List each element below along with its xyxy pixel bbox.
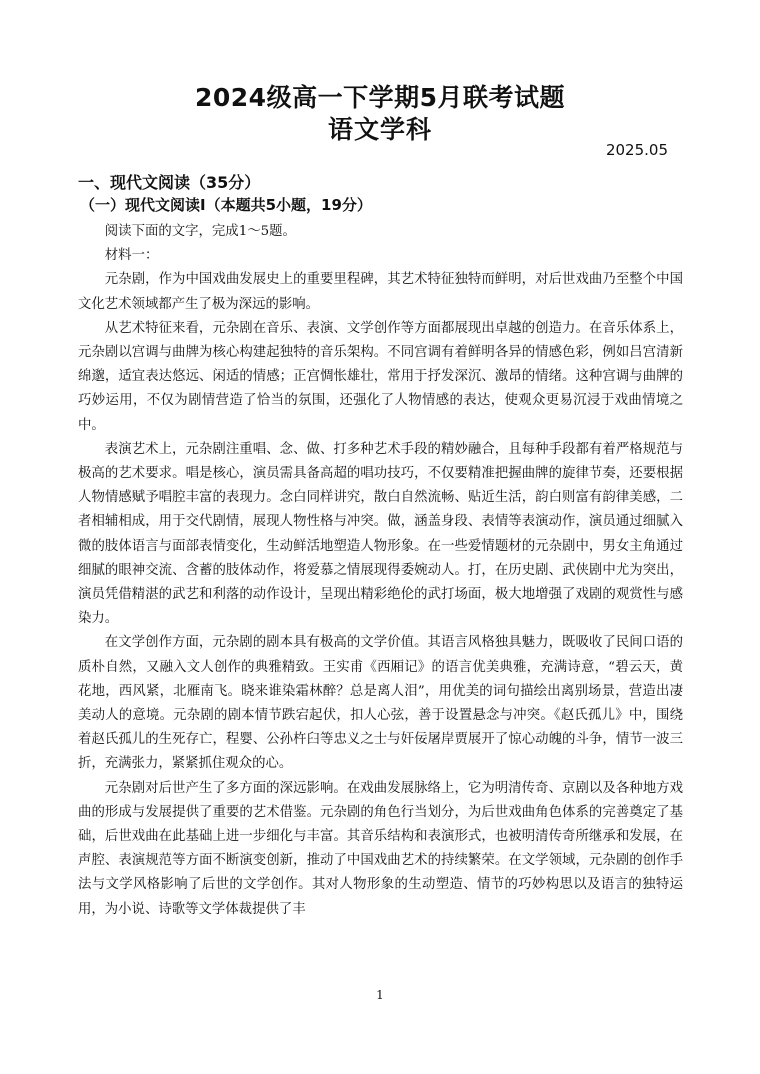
passage-paragraph: 元杂剧，作为中国戏曲发展史上的重要里程碑，其艺术特征独特而鲜明，对后世戏曲乃至整个中国文化艺术领域都产生了极为深远的影响。 — [78, 272, 683, 312]
exam-date: 2025.05 — [605, 141, 668, 159]
page-number: 1 — [376, 988, 384, 1002]
passage-paragraph: 在文学创作方面，元杂剧的剧本具有极高的文学价值。其语言风格独具魅力，既吸收了民间口语的质朴自然，又融入文人创作的典雅精致。王实甫《西厢记》的语言优美典雅，充满诗意，“碧云天，黄花地，西风紧，北雁南飞。晓来谁染霜林醉？总是离人泪”，用优美的词句描绘出离别场景，营造出凄美动人的意境。元杂剧的剧本情节跌宕起伏，扣人心弦，善于设置悬念与冲突。《赵氏孤儿》中，围绕着赵氏孤儿的生死存亡，程婴、公孙杵臼等忠义之士与奸佞屠岸贾展开了惊心动魄的斗争，情节一波三折，充满张力，紧紧抓住观众的心。 — [78, 635, 683, 772]
section-heading: 一、现代文阅读（35分） — [78, 173, 261, 192]
reading-passage — [78, 220, 683, 922]
material-label: 材料一： — [104, 248, 159, 264]
exam-title: 2024级高一下学期5月联考试题 — [195, 83, 565, 112]
subject-title: 语文学科 — [327, 115, 432, 144]
passage-paragraph: 从艺术特征来看，元杂剧在音乐、表演、文学创作等方面都展现出卓越的创造力。在音乐体系上，元杂剧以宫调与曲牌为核心构建起独特的音乐架构。不同宫调有着鲜明各异的情感色彩，例如吕宫清新绵邈，适宜表达悠远、闲适的情感；正宫惆怅雄壮，常用于抒发深沉、激昂的情绪。这种宫调与曲牌的巧妙运用，不仅为剧情营造了恰当的氛围，还强化了人物情感的表达，使观众更易沉浸于戏曲情境之中。 — [78, 320, 683, 433]
instruction-line: 阅读下面的文字，完成1～5题。 — [104, 224, 296, 239]
subsection-heading: （一）现代文阅读Ⅰ（本题共5小题，19分） — [80, 196, 372, 214]
passage-paragraph: 元杂剧对后世产生了多方面的深远影响。在戏曲发展脉络上，它为明清传奇、京剧以及各种地方戏曲的形成与发展提供了重要的艺术借鉴。元杂剧的角色行当划分，为后世戏曲角色体系的完善奠定了基础，后世戏曲在此基础上进一步细化与丰富。其音乐结构和表演形式，也被明清传奇所继承和发展，在声腔、表演规范等方面不断演变创新，推动了中国戏曲艺术的持续繁荣。在文学领域，元杂剧的创作手法与文学风格影响了后世的文学创作。其对人物形象的生动塑造、情节的巧妙构思以及语言的独特运用，为小说、诗歌等文学体裁提供了丰 — [78, 780, 683, 917]
passage-paragraph: 表演艺术上，元杂剧注重唱、念、做、打多种艺术手段的精妙融合，且每种手段都有着严格规范与极高的艺术要求。唱是核心，演员需具备高超的唱功技巧，不仅要精准把握曲牌的旋律节奏，还要根据人物情感赋予唱腔丰富的表现力。念白同样讲究，散白自然流畅、贴近生活，韵白则富有韵律美感，二者相辅相成，用于交代剧情，展现人物性格与冲突。做，涵盖身段、表情等表演动作，演员通过细腻入微的肢体语言与面部表情变化，生动鲜活地塑造人物形象。在一些爱情题材的元杂剧中，男女主角通过细腻的眼神交流、含蓄的肢体动作，将爱慕之情展现得委婉动人。打，在历史剧、武侠剧中尤为突出，演员凭借精湛的武艺和利落的动作设计，呈现出精彩绝伦的武打场面，极大地增强了戏剧的观赏性与感染力。 — [78, 441, 683, 627]
